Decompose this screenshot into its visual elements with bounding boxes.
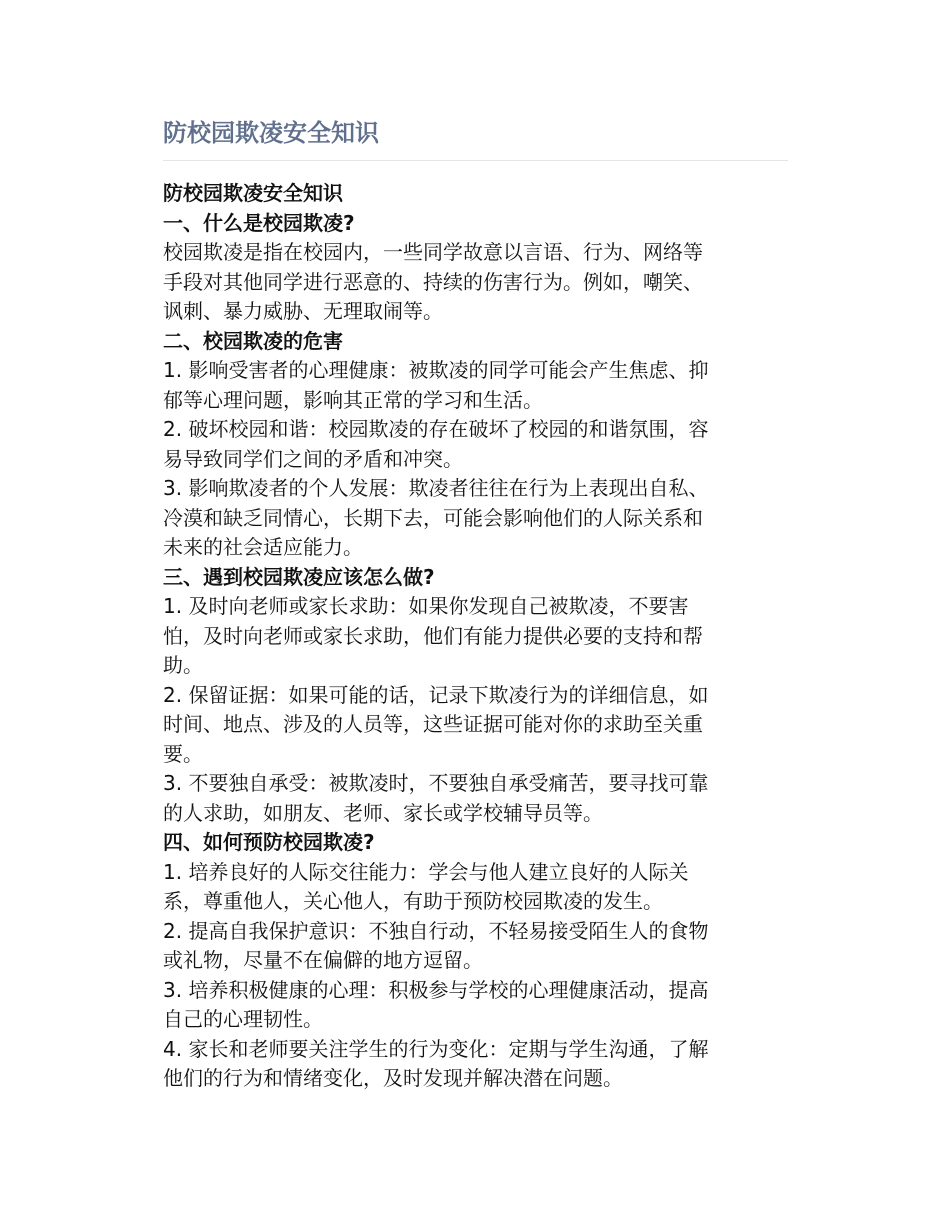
- body-text-line: 的人求助，如朋友、老师、家长或学校辅导员等。: [163, 800, 603, 825]
- body-text-line: 助。: [163, 653, 203, 677]
- body-text-line: 易导致同学们之间的矛盾和冲突。: [163, 446, 463, 471]
- body-text-line: 时间、地点、涉及的人员等，这些证据可能对你的求助至关重: [163, 712, 703, 736]
- body-text-line: 未来的社会适应能力。: [163, 535, 363, 559]
- body-text-line: 系，尊重他人，关心他人，有助于预防校园欺凌的发生。: [163, 889, 663, 913]
- section-heading: 防校园欺凌安全知识: [163, 181, 343, 205]
- body-text-line: 校园欺凌是指在校园内，一些同学故意以言语、行为、网络等: [163, 240, 703, 264]
- body-text-line: 2. 保留证据：如果可能的话，记录下欺凌行为的详细信息，如: [163, 682, 709, 707]
- body-text-line: 或礼物，尽量不在偏僻的地方逗留。: [163, 948, 483, 972]
- document-title: 防校园欺凌安全知识: [163, 119, 379, 147]
- body-text-line: 讽刺、暴力威胁、无理取闹等。: [163, 299, 443, 323]
- body-text-line: 要。: [163, 741, 203, 766]
- body-text-line: 1. 培养良好的人际交往能力：学会与他人建立良好的人际关: [163, 859, 689, 884]
- document-page: [163, 116, 788, 1094]
- body-text-line: 怕，及时向老师或家长求助，他们有能力提供必要的支持和帮: [163, 623, 703, 648]
- body-text-line: 3. 培养积极健康的心理：积极参与学校的心理健康活动，提高: [163, 977, 709, 1002]
- section-heading: 四、如何预防校园欺凌?: [163, 830, 375, 854]
- body-text-line: 郁等心理问题，影响其正常的学习和生活。: [163, 387, 543, 412]
- body-text-line: 自己的心理韧性。: [163, 1007, 323, 1031]
- title-divider: [163, 160, 788, 161]
- body-text-line: 2. 提高自我保护意识：不独自行动，不轻易接受陌生人的食物: [163, 918, 709, 943]
- body-text-line: 3. 不要独自承受：被欺凌时，不要独自承受痛苦，要寻找可靠: [163, 771, 709, 795]
- body-text-line: 1. 影响受害者的心理健康：被欺凌的同学可能会产生焦虑、抑: [163, 358, 709, 382]
- body-text-line: 1. 及时向老师或家长求助：如果你发现自己被欺凌，不要害: [163, 594, 689, 618]
- body-text-line: 冷漠和缺乏同情心，长期下去，可能会影响他们的人际关系和: [163, 505, 703, 530]
- body-text-line: 4. 家长和老师要关注学生的行为变化：定期与学生沟通，了解: [163, 1036, 709, 1061]
- section-heading: 二、校园欺凌的危害: [163, 328, 343, 353]
- body-text-line: 他们的行为和情绪变化，及时发现并解决潜在问题。: [163, 1066, 623, 1090]
- section-heading: 三、遇到校园欺凌应该怎么做?: [163, 564, 435, 589]
- document-body: [163, 179, 788, 1094]
- section-heading: 一、什么是校园欺凌?: [163, 210, 355, 235]
- body-text-line: 2. 破坏校园和谐：校园欺凌的存在破坏了校园的和谐氛围，容: [163, 417, 709, 441]
- body-text-line: 手段对其他同学进行恶意的、持续的伤害行为。例如，嘲笑、: [163, 269, 703, 294]
- body-text-line: 3. 影响欺凌者的个人发展：欺凌者往往在行为上表现出自私、: [163, 476, 709, 500]
